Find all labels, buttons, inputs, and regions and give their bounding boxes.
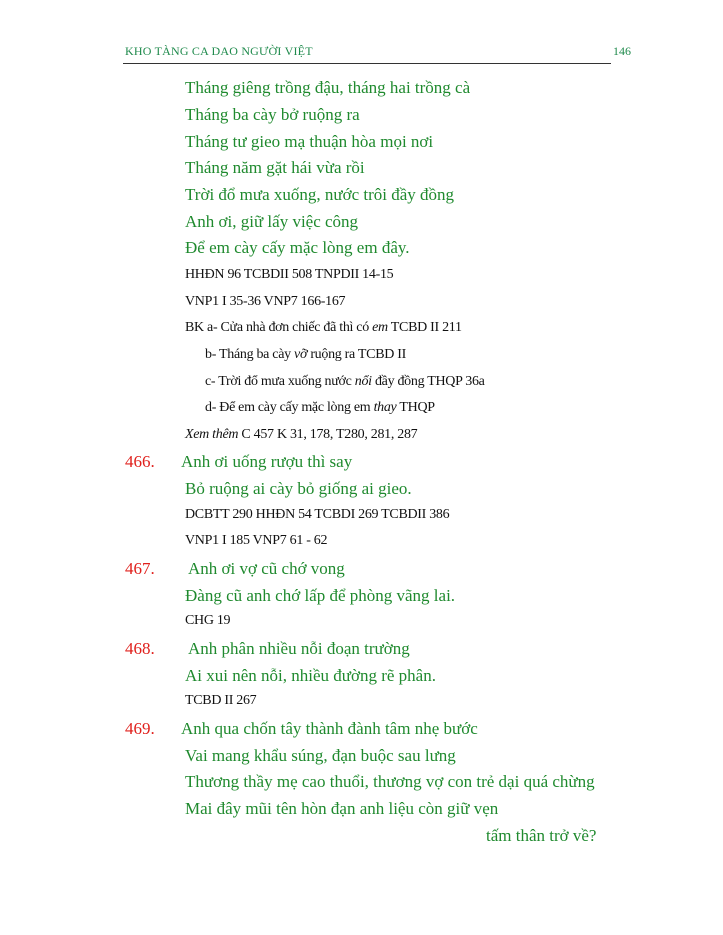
header-divider xyxy=(123,63,611,64)
variant-note: d- Để em cày cấy mặc lòng em thay THQP xyxy=(205,400,435,415)
verse-line: Tháng ba cày bở ruộng ra xyxy=(185,105,360,124)
variant-note: BK a- Cửa nhà đơn chiếc đã thì có em TCBD II 211 xyxy=(185,320,462,335)
source-reference: VNP1 I 35-36 VNP7 166-167 xyxy=(185,294,346,309)
variant-note: b- Tháng ba cày vỡ ruộng ra TCBD II xyxy=(205,347,406,362)
verse-line: Bỏ ruộng ai cày bỏ giống ai gieo. xyxy=(185,479,412,498)
entry-number: 466. xyxy=(125,452,155,471)
verse-line: Tháng giêng trồng đậu, tháng hai trồng cà xyxy=(185,78,471,97)
see-also-label: Xem thêm xyxy=(185,427,239,442)
variant-word: nổi xyxy=(354,374,372,389)
verse-line: Anh ơi vợ cũ chớ vong xyxy=(188,559,345,578)
entry-number: 468. xyxy=(125,639,155,658)
verse-line: Thương thầy mẹ cao thuổi, thương vợ con trẻ dại quá chừng xyxy=(185,772,595,791)
verse-line: Anh qua chốn tây thành đành tâm nhẹ bước xyxy=(181,719,478,738)
verse-line: Ai xui nên nỗi, nhiều đường rẽ phân. xyxy=(185,666,436,685)
verse-line: Anh ơi, giữ lấy việc công xyxy=(185,212,359,231)
page-number: 146 xyxy=(613,44,631,58)
verse-line: Tháng năm gặt hái vừa rồi xyxy=(185,158,365,177)
source-reference: DCBTT 290 HHĐN 54 TCBDI 269 TCBDII 386 xyxy=(185,507,450,522)
entry-number: 469. xyxy=(125,719,155,738)
verse-line: Mai đây mũi tên hòn đạn anh liệu còn giữ vẹn xyxy=(185,799,499,818)
variant-word: vỡ xyxy=(294,347,308,362)
variant-word: em xyxy=(372,320,388,335)
verse-line: Anh phân nhiều nỗi đoạn trường xyxy=(188,639,410,658)
verse-line: Đàng cũ anh chớ lấp để phòng vãng lai. xyxy=(185,586,456,605)
source-reference: TCBD II 267 xyxy=(185,693,257,708)
see-also-note: Xem thêm C 457 K 31, 178, T280, 281, 287 xyxy=(185,427,418,442)
book-title: KHO TÀNG CA DAO NGƯỜI VIỆT xyxy=(125,44,313,58)
variant-word: thay xyxy=(373,400,397,415)
variant-note: c- Trời đổ mưa xuống nước nổi đầy đồng THQP 36a xyxy=(205,374,485,389)
source-reference: CHG 19 xyxy=(185,613,231,628)
verse-line: Để em cày cấy mặc lòng em đây. xyxy=(185,238,410,257)
entry-number: 467. xyxy=(125,559,155,578)
source-reference: VNP1 I 185 VNP7 61 - 62 xyxy=(185,533,328,548)
verse-line: Tháng tư gieo mạ thuận hòa mọi nơi xyxy=(185,132,434,151)
verse-line: tấm thân trở về? xyxy=(486,826,597,845)
source-reference: HHĐN 96 TCBDII 508 TNPDII 14-15 xyxy=(185,267,394,282)
verse-line: Trời đổ mưa xuống, nước trôi đầy đồng xyxy=(185,185,455,204)
verse-line: Vai mang khẩu súng, đạn buộc sau lưng xyxy=(185,746,456,765)
verse-line: Anh ơi uống rượu thì say xyxy=(181,452,353,471)
